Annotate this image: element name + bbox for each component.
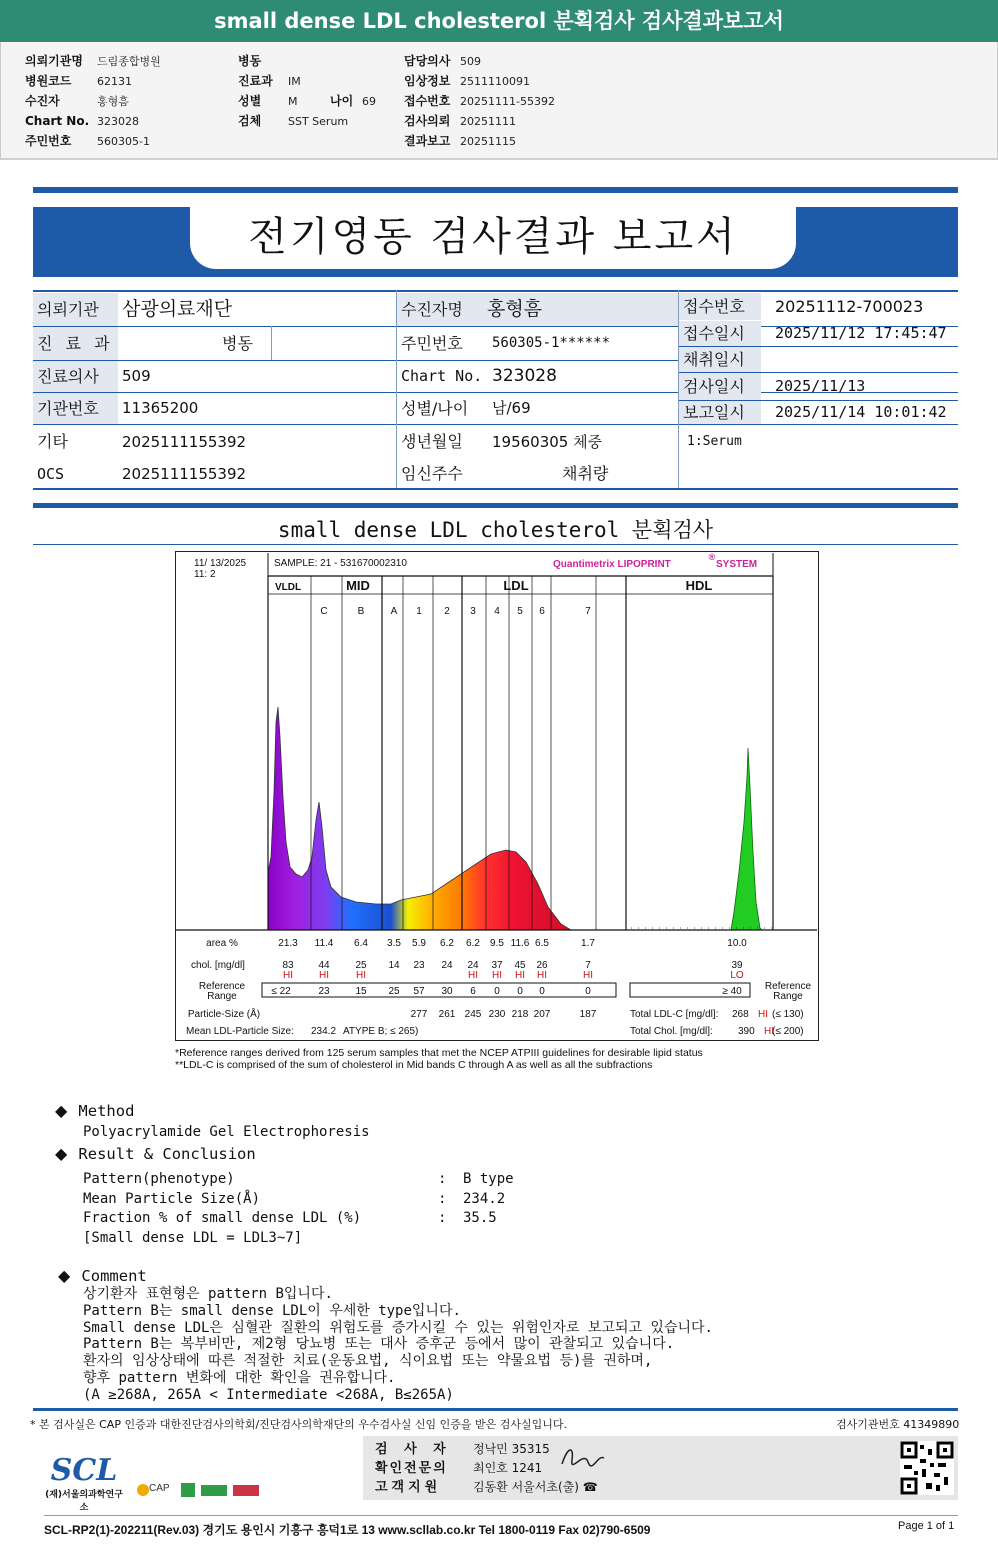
chart-brand-suffix: SYSTEM (716, 559, 758, 570)
flag-hi: HI (356, 970, 366, 981)
kfda-logo-icon (201, 1485, 227, 1496)
flag-hi: HI (492, 970, 502, 981)
band-label: 6 (539, 606, 545, 617)
etc-value: 2025111155392 (122, 433, 247, 451)
footer-rule (33, 1408, 958, 1411)
ref-value: ≥ 40 (722, 986, 742, 997)
nfqc-logo-icon (233, 1485, 259, 1496)
total-ldl-value: 268 (732, 1009, 749, 1020)
header-value: 20251111-55392 (460, 95, 555, 108)
table-divider (271, 326, 272, 360)
birth-value: 19560305 체중 (492, 433, 603, 451)
group-label-hdl: HDL (685, 578, 713, 593)
flag-hi: HI (537, 970, 547, 981)
page-number: Page 1 of 1 (898, 1520, 955, 1532)
chol-value: 26 (536, 960, 548, 971)
chart-label: Chart No. (401, 367, 483, 385)
etc-label: 기타 (37, 432, 68, 451)
footnote-1: *Reference ranges derived from 125 serum samples that met the NCEP ATPIII guidelines for desirable lipid status (175, 1047, 703, 1059)
chart-date: 11/ 13/2025 (194, 558, 247, 569)
scl-logo (44, 1455, 124, 1513)
patient-info-table (33, 290, 958, 490)
band-label: 2 (444, 606, 450, 617)
report-date-label: 보고일시 (679, 401, 761, 424)
flag-hi: HI (583, 970, 593, 981)
chol-value: 23 (413, 960, 425, 971)
test-date-label: 검사일시 (679, 373, 761, 400)
area-value: 11.4 (314, 938, 334, 949)
ref-label-right-1: Reference (764, 981, 812, 992)
method-text: Polyacrylamide Gel Electrophoresis (83, 1124, 370, 1140)
doctor-label: 진료의사 (33, 361, 118, 392)
kslm-logo-icon (181, 1483, 195, 1497)
scl-logo-text: SCL (50, 1453, 118, 1488)
birth-label: 생년월일 (401, 432, 463, 451)
lab-id: 검사기관번호 41349890 (836, 1418, 960, 1431)
ref-value: 0 (539, 986, 545, 997)
header-value: 560305-1 (97, 135, 150, 148)
comment-line: 상기환자 표현형은 pattern B입니다. (83, 1286, 333, 1302)
ref-value: ≤ 22 (271, 986, 291, 997)
grid-layer (176, 553, 817, 997)
header-col-3 (404, 50, 555, 150)
comment-section (58, 1266, 147, 1285)
accreditation-logos (135, 1478, 263, 1502)
particle-size-value: 187 (579, 1009, 597, 1020)
report-banner-title: small dense LDL cholesterol 분획검사 검사결과보고서 (0, 0, 998, 42)
header-value: 홍형흠 (97, 95, 129, 108)
particle-size-value: 230 (488, 1009, 506, 1020)
age-value: 69 (362, 95, 376, 108)
header-label: 수진자 (25, 94, 60, 108)
group-label-vldl: VLDL (274, 582, 302, 593)
signature-scribble-icon (558, 1444, 608, 1470)
ref-label-2: Range (207, 991, 237, 1002)
inst-no-label: 기관번호 (33, 393, 118, 424)
reg-date-value: 2025/11/12 17:45:47 (775, 324, 947, 342)
ref-value: 30 (441, 986, 453, 997)
name-label: 수진자명 (397, 293, 483, 326)
group-label-mid: MID (346, 578, 370, 593)
comment-line: 환자의 임상상태에 따른 적절한 치료(운동요법, 식이요법 또는 약물요법 등)를 권하며, (83, 1353, 653, 1370)
inst-no-value: 11365200 (122, 399, 199, 417)
ref-value: 0 (494, 986, 500, 997)
chol-value: 39 (731, 960, 743, 971)
chol-value: 7 (585, 960, 591, 971)
table-rule (33, 290, 958, 292)
band-label: B (357, 606, 365, 617)
particle-size-label: Particle-Size (Å) (187, 1009, 261, 1020)
ref-value: 6 (470, 986, 476, 997)
header-label: 주민번호 (25, 134, 72, 148)
collect-amount-label: 채취량 (562, 464, 609, 483)
top-rule (33, 187, 958, 193)
header-value: 20251115 (460, 135, 516, 148)
header-label: Chart No. (25, 114, 90, 128)
signer-label: 검 사 자 (375, 1442, 452, 1457)
mean-size-value: 234.2 (311, 1026, 337, 1037)
ref-value: 23 (318, 986, 330, 997)
ocs-label: OCS (37, 465, 65, 483)
result-note: [Small dense LDL = LDL3~7] (83, 1229, 303, 1246)
result-section (55, 1144, 256, 1163)
particle-size-value: 218 (511, 1009, 529, 1020)
header-value: 323028 (97, 115, 139, 128)
ref-value: 25 (388, 986, 400, 997)
particle-size-value: 277 (410, 1009, 428, 1020)
section-rule (33, 503, 958, 508)
header-value: IM (288, 75, 301, 88)
chart-footnotes (175, 1047, 703, 1071)
particle-size-value: 207 (533, 1009, 551, 1020)
signer-row (375, 1457, 542, 1476)
header-label: 성별 (238, 94, 262, 108)
chol-value: 37 (491, 960, 503, 971)
area-value: 9.5 (490, 938, 504, 949)
signer-label: 고객지원 (375, 1480, 442, 1495)
comment-lines (83, 1286, 713, 1404)
result-value: 234.2 (463, 1190, 506, 1207)
dept-value: 병동 (222, 334, 253, 353)
signer-row (375, 1438, 550, 1457)
area-value: 11.6 (510, 938, 530, 949)
comment-line: Small dense LDL은 심혈관 질환의 위험도를 증가시킬 수 있는 위험인자로 보고되고 있습니다. (83, 1319, 713, 1336)
doctor-value: 509 (122, 367, 151, 385)
header-label: 병원코드 (25, 74, 72, 88)
group-label-ldl: LDL (503, 578, 529, 593)
chol-value: 14 (388, 960, 400, 971)
cap-seal-icon (137, 1484, 149, 1496)
area-value: 3.5 (387, 938, 401, 949)
sexage-label: 성별/나이 (401, 399, 469, 418)
area-value: 21.3 (278, 938, 298, 949)
chart-brand: Quantimetrix LIPOPRINT (553, 559, 671, 570)
result-rows: Pattern(phenotype) : B type Mean Particle Size(Å) : 234.2 Fraction % of small dense LDL (%) : 35.5 [Small dense LDL = LDL3~7] (83, 1171, 514, 1246)
total-ldl-ref: (≤ 130) (772, 1009, 804, 1020)
signer-value: 김동환 서울서초(출) ☎ (473, 1480, 598, 1494)
scl-logo-sub: (재)서울의과학연구소 (45, 1490, 123, 1513)
cap-logo-text: CAP (149, 1483, 170, 1494)
result-label: Pattern(phenotype) (83, 1171, 235, 1187)
band-label: A (390, 606, 398, 617)
certification-note: * 본 검사실은 CAP 인증과 대한진단검사의학회/진단검사의학재단의 우수검사실 신임 인증을 받은 검사실입니다. (30, 1418, 568, 1431)
lab-contact-line: SCL-RP2(1)-202211(Rev.03) 경기도 용인시 기흥구 흥덕1로 13 www.scllab.co.kr Tel 1800-0119 Fax 02)790-6509 (44, 1523, 651, 1537)
signer-label: 확인전문의 (375, 1461, 448, 1476)
report-date-value: 2025/11/14 10:01:42 (775, 403, 947, 421)
result-value: B type (463, 1171, 514, 1187)
reg-date-label: 접수일시 (679, 321, 761, 346)
specimen-value: 1:Serum (687, 434, 742, 449)
header-label: 병동 (238, 54, 262, 68)
band-label: 7 (585, 606, 591, 617)
name-value: 홍형흠 (483, 293, 678, 326)
header-value: 드림종합병원 (97, 55, 161, 68)
comment-line: Pattern B는 복부비만, 제2형 당뇨병 또는 대사 증후군 등에서 많이 관찰되고 있습니다. (83, 1336, 675, 1353)
ref-label-right-2: Range (773, 991, 803, 1002)
flag-hi: HI (319, 970, 329, 981)
ssn-value: 560305-1****** (492, 335, 611, 351)
ref-label-1: Reference (198, 981, 246, 992)
hdl-peak-curve (731, 748, 762, 930)
comment-heading: Comment (81, 1267, 147, 1285)
header-label: 진료과 (238, 74, 273, 88)
header-col-1 (25, 50, 161, 150)
institution-label: 의뢰기관 (33, 293, 118, 326)
method-section (55, 1101, 134, 1120)
sexage-value: 남/69 (492, 399, 531, 417)
chart-value: 323028 (492, 366, 557, 386)
area-value: 10.0 (727, 938, 747, 949)
lipoprint-chart (175, 551, 819, 1041)
header-value: M (288, 95, 298, 108)
method-heading: Method (78, 1102, 135, 1120)
band-label: 4 (494, 606, 500, 617)
flag-hi: HI (515, 970, 525, 981)
header-label: 검체 (238, 114, 262, 128)
area-value: 5.9 (412, 938, 426, 949)
band-label: C (320, 606, 328, 617)
chol-row-label: chol. [mg/dl] (191, 960, 245, 971)
age-label: 나이 (330, 94, 354, 108)
signer-value: 정낙민 35315 (473, 1442, 550, 1456)
header-label: 의뢰기관명 (25, 54, 83, 68)
result-label: Fraction % of small dense LDL (%) (83, 1210, 362, 1226)
area-value: 1.7 (581, 938, 595, 949)
lipoprint-chart-svg (176, 552, 817, 1039)
ref-value: 57 (413, 986, 425, 997)
ldl-profile-curve (268, 707, 571, 930)
atype-value: ATYPE B; ≤ 265) (343, 1026, 419, 1037)
area-value: 6.4 (354, 938, 368, 949)
area-value: 6.2 (466, 938, 480, 949)
ssn-label: 주민번호 (401, 334, 463, 353)
band-label: 1 (416, 606, 422, 617)
flag-hi: HI (468, 970, 478, 981)
accreditation-icons (135, 1478, 263, 1502)
flag-hi: HI (283, 970, 293, 981)
preg-label: 임신주수 (401, 464, 463, 483)
chol-value: 83 (282, 960, 294, 971)
result-heading: Result & Conclusion (78, 1145, 256, 1163)
total-chol-label: Total Chol. [mg/dl]: (630, 1026, 713, 1037)
ref-range-box (262, 983, 616, 997)
ocs-value: 2025111155392 (122, 465, 247, 483)
flag-lo: LO (730, 970, 744, 981)
total-chol-flag: HI (764, 1026, 774, 1037)
band-label: 5 (517, 606, 523, 617)
signature-box (363, 1436, 958, 1500)
chol-value: 45 (514, 960, 526, 971)
curve-layer (268, 707, 772, 930)
area-value: 6.5 (535, 938, 549, 949)
total-chol-ref: (≤ 200) (772, 1026, 804, 1037)
header-info-box (0, 42, 998, 160)
header-label: 담당의사 (404, 54, 451, 68)
particle-size-value: 245 (464, 1009, 482, 1020)
ref-value: 0 (585, 986, 591, 997)
result-value: 35.5 (463, 1210, 497, 1226)
total-ldl-label: Total LDL-C [mg/dl]: (630, 1009, 719, 1020)
chol-value: 44 (318, 960, 330, 971)
area-row-label: area % (206, 938, 238, 949)
header-label: 검사의뢰 (404, 114, 451, 128)
header-label: 임상정보 (404, 74, 451, 88)
diamond-bullet-icon: ◆ (55, 1144, 68, 1163)
header-value: SST Serum (288, 115, 349, 128)
chol-value: 24 (467, 960, 479, 971)
report-title: 전기영동 검사결과 보고서 (190, 207, 796, 269)
section-underline (33, 544, 958, 545)
institution-value: 삼광의료재단 (122, 298, 233, 320)
area-value: 6.2 (440, 938, 454, 949)
header-value: 62131 (97, 75, 132, 88)
footnote-2: **LDL-C is comprised of the sum of cholesterol in Mid bands C through A as well as all the subfractions (175, 1059, 653, 1071)
chart-sample-id: SAMPLE: 21 - 531670002310 (274, 558, 407, 569)
signer-row (375, 1476, 598, 1495)
dept-label: 진 료 과 (33, 327, 118, 360)
reg-no-value: 20251112-700023 (775, 297, 924, 316)
signer-value: 최인호 1241 (473, 1461, 543, 1475)
header-label: 결과보고 (404, 134, 451, 148)
chol-value: 24 (441, 960, 453, 971)
total-ldl-flag: HI (758, 1009, 768, 1020)
ref-value: 15 (355, 986, 367, 997)
qr-code-icon[interactable] (900, 1441, 954, 1495)
section-title: small dense LDL cholesterol 분획검사 (277, 518, 714, 542)
total-chol-value: 390 (738, 1026, 755, 1037)
header-value: 20251111 (460, 115, 516, 128)
chol-value: 25 (355, 960, 367, 971)
chart-time: 11: 2 (194, 569, 216, 580)
ref-value: 0 (517, 986, 523, 997)
bottom-rule (44, 1515, 958, 1516)
diamond-bullet-icon: ◆ (58, 1266, 71, 1285)
header-value: 2511110091 (460, 75, 530, 88)
reg-no-label: 접수번호 (679, 293, 761, 320)
mean-size-label: Mean LDL-Particle Size: (186, 1026, 294, 1037)
band-label: 3 (470, 606, 476, 617)
comment-line: 향후 pattern 변화에 대한 확인을 권유합니다. (83, 1369, 396, 1386)
test-date-value: 2025/11/13 (775, 377, 866, 395)
chart-brand-mark: ® (708, 552, 716, 562)
header-col-2 (238, 50, 376, 130)
header-label: 접수번호 (404, 94, 451, 108)
table-rule (33, 424, 958, 425)
comment-line: (A ≥268A, 265A < Intermediate <268A, B≤265A) (83, 1386, 454, 1403)
result-label: Mean Particle Size(Å) (83, 1190, 261, 1207)
particle-size-value: 261 (438, 1009, 456, 1020)
collect-date-label: 채취일시 (679, 347, 761, 372)
diamond-bullet-icon: ◆ (55, 1101, 68, 1120)
comment-line: Pattern B는 small dense LDL이 우세한 type입니다. (83, 1302, 461, 1319)
header-value: 509 (460, 55, 481, 68)
